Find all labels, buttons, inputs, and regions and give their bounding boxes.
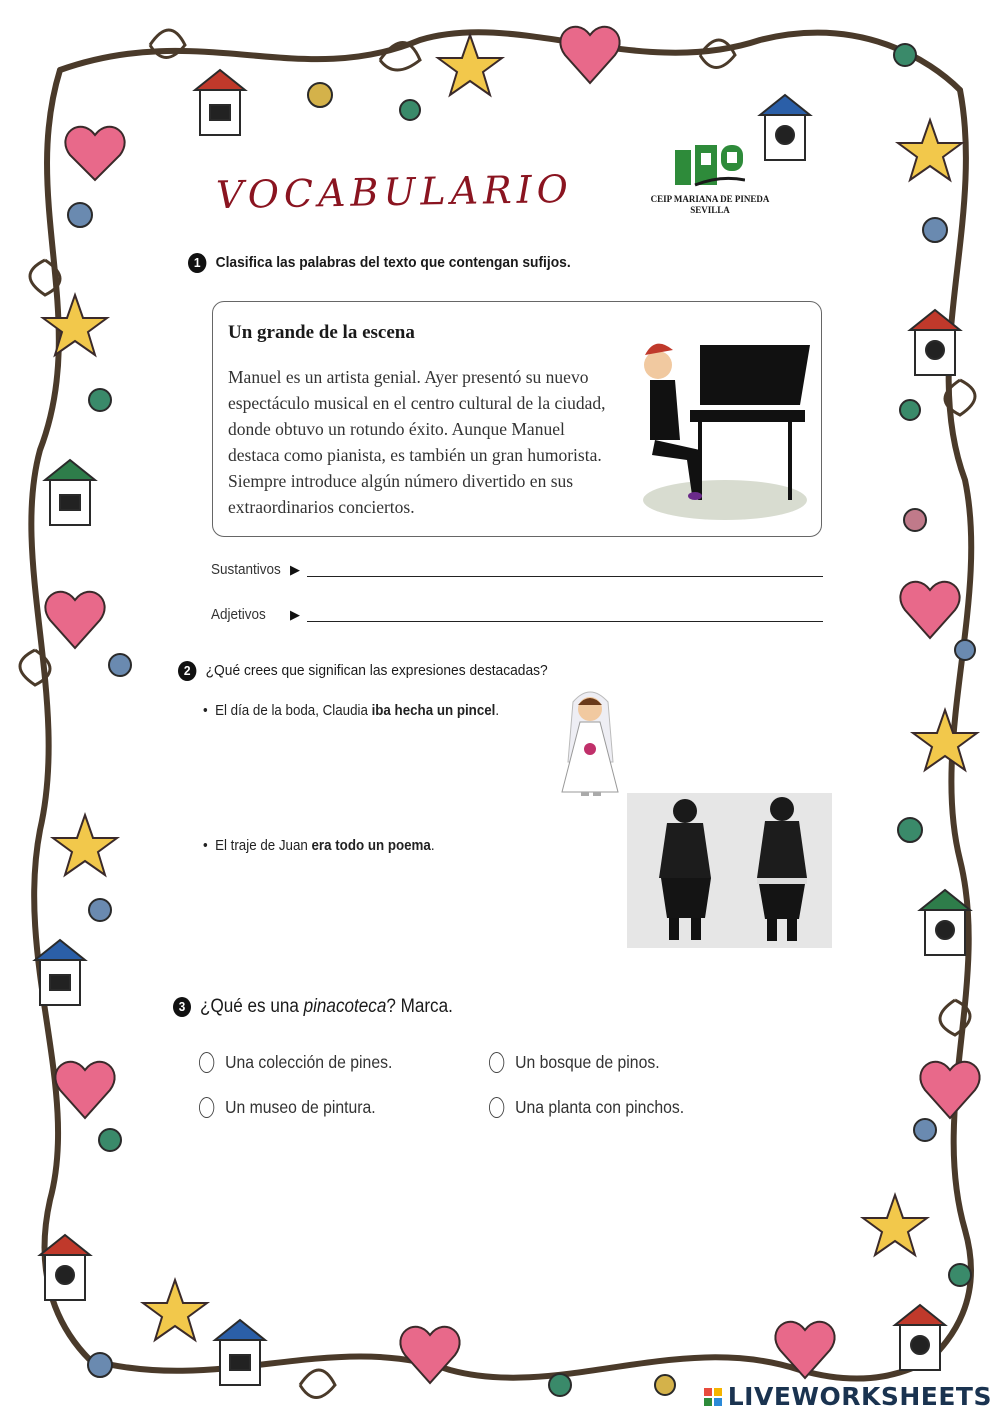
pianist-illustration: [640, 330, 815, 525]
question-number: 2: [178, 661, 196, 681]
reading-title: Un grande de la escena: [228, 322, 415, 343]
heart-icon: [45, 27, 979, 1383]
reading-line: Manuel es un artista genial. Ayer presentó su nuevo: [228, 367, 589, 387]
liveworksheets-logo: [704, 1382, 992, 1411]
question-prompt: ¿Qué crees que significan las expresiones destacadas?: [205, 661, 548, 679]
answer-area-2[interactable]: [215, 865, 615, 945]
reading-line: Siempre introduce algún número divertido en sus: [228, 471, 574, 491]
page-title: VOCABULARIO: [215, 166, 574, 218]
question-number: 1: [188, 253, 206, 273]
option-label: Un museo de pintura.: [225, 1097, 376, 1117]
option-label: Una planta con pinchos.: [515, 1097, 685, 1117]
question-3: [173, 996, 453, 1018]
brand-name: LIVEWORKSHEETS: [727, 1382, 992, 1411]
option-coleccion-pines[interactable]: [199, 1052, 392, 1073]
reading-line: espectáculo musical en el centro cultural de la ciudad,: [228, 393, 606, 413]
expression-end: .: [495, 703, 500, 719]
question-prompt-keyword: pinacoteca: [303, 996, 387, 1017]
question-prompt: Clasifica las palabras del texto que contengan sufijos.: [215, 253, 571, 271]
expression-text: El traje de Juan: [215, 838, 312, 854]
option-label: Un bosque de pinos.: [515, 1052, 660, 1072]
suit-photo: [627, 793, 832, 948]
question-number: 3: [173, 997, 191, 1017]
question-1: [188, 253, 571, 273]
school-city: SEVILLA: [690, 205, 730, 215]
radio-circle[interactable]: [489, 1097, 504, 1118]
expression-highlight: iba hecha un pincel: [371, 703, 496, 719]
arrow-right-icon: ▶: [290, 607, 300, 622]
expression-text: El día de la boda, Claudia: [215, 703, 372, 719]
option-planta-pinchos[interactable]: [489, 1097, 684, 1118]
arrow-right-icon: ▶: [290, 562, 300, 577]
option-museo-pintura[interactable]: [199, 1097, 376, 1118]
option-label: Una colección de pines.: [225, 1052, 393, 1072]
school-name: CEIP MARIANA DE PINEDA: [650, 194, 770, 204]
expression-item-1: • El día de la boda, Claudia iba hecha un pincel.: [203, 703, 500, 719]
reading-line: donde obtuvo un rotundo éxito. Aunque Manuel: [228, 419, 565, 439]
label-sustantivos: Sustantivos: [211, 561, 281, 578]
expression-highlight: era todo un poema: [311, 838, 431, 854]
star-icon: [43, 35, 977, 1340]
reading-text: [228, 364, 643, 520]
radio-circle[interactable]: [199, 1097, 214, 1118]
question-prompt-start: ¿Qué es una: [200, 996, 304, 1017]
question-2: [178, 661, 548, 681]
expression-item-2: • El traje de Juan era todo un poema.: [203, 838, 435, 854]
radio-circle[interactable]: [199, 1052, 214, 1073]
label-adjetivos: Adjetivos: [211, 606, 266, 623]
option-bosque-pinos[interactable]: [489, 1052, 660, 1073]
liveworksheets-icon: [704, 1388, 722, 1406]
button-icon: [68, 44, 975, 1396]
reading-line: extraordinarios conciertos.: [228, 497, 415, 517]
expression-end: .: [430, 838, 435, 854]
bride-illustration: [553, 687, 628, 802]
answer-line-adjetivos[interactable]: [307, 621, 823, 622]
radio-circle[interactable]: [489, 1052, 504, 1073]
logo-icon: [675, 145, 745, 190]
school-logo: [630, 145, 790, 216]
answer-area-1[interactable]: [215, 730, 535, 790]
answer-line-sustantivos[interactable]: [307, 576, 823, 577]
question-prompt-end: ? Marca.: [386, 996, 453, 1017]
reading-line: destaca como pianista, es también un gran humorista.: [228, 445, 602, 465]
